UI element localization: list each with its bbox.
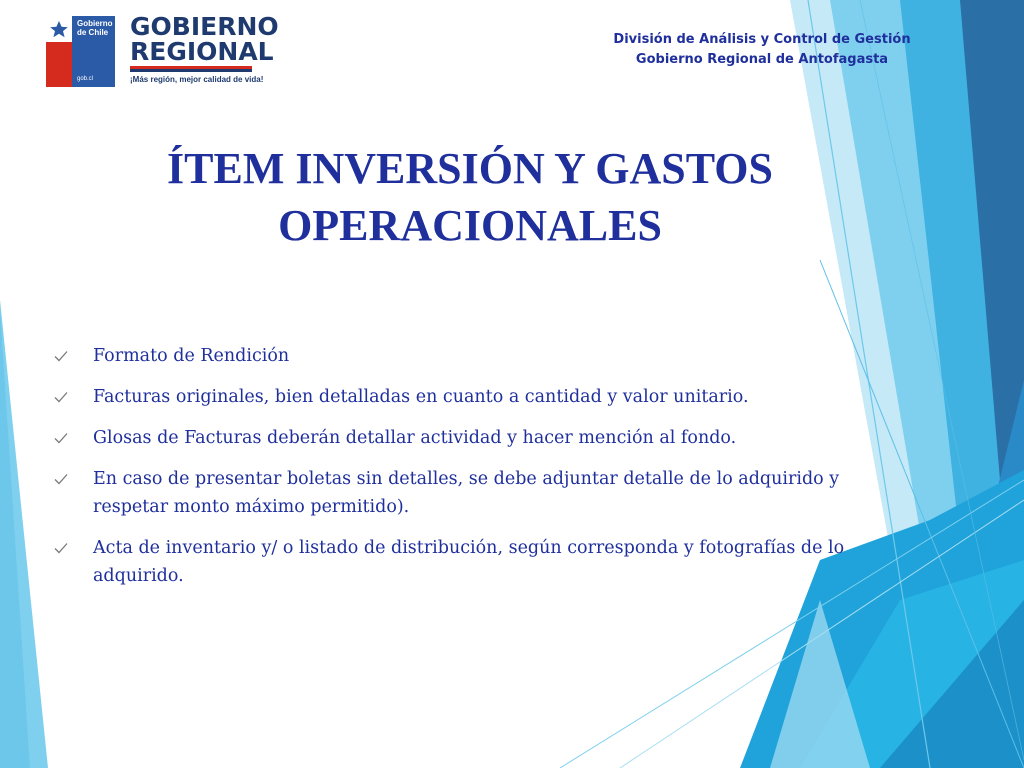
header-line1: División de Análisis y Control de Gestión [613, 32, 911, 47]
logo-gr-line2: REGIONAL [130, 37, 274, 66]
checkmark-icon [54, 432, 68, 444]
logo-chile-line1: Gobierno [77, 19, 113, 28]
bullet-text: Acta de inventario y/ o listado de distribución, según corresponda y fotografías de lo adquirido. [93, 538, 845, 586]
logo-chile-line2: de Chile [77, 28, 109, 37]
checkmark-icon [54, 473, 68, 485]
list-item [52, 465, 902, 521]
gobierno-regional-logo [130, 12, 279, 84]
bullet-text: En caso de presentar boletas sin detalles, se debe adjuntar detalle de lo adquirido y respetar monto máximo permitido). [93, 469, 840, 517]
gobierno-de-chile-text [77, 19, 113, 37]
checkmark-icon [54, 350, 68, 362]
bullet-text: Formato de Rendición [93, 346, 290, 366]
list-item [52, 534, 902, 590]
gob-cl-text: gob.cl [77, 76, 94, 82]
logo-navy-bar [130, 69, 252, 72]
logo-tagline: ¡Más región, mejor calidad de vida! [130, 75, 264, 84]
slide-title: ÍTEM INVERSIÓN Y GASTOS OPERACIONALES [167, 144, 773, 250]
list-item [52, 424, 902, 452]
checkmark-icon [54, 391, 68, 403]
logo-gr-line1: GOBIERNO [130, 12, 279, 41]
bullet-text: Glosas de Facturas deberán detallar actividad y hacer mención al fondo. [93, 428, 737, 448]
list-item [52, 342, 902, 370]
bullet-text: Facturas originales, bien detalladas en cuanto a cantidad y valor unitario. [93, 387, 749, 407]
checkmark-icon [54, 542, 68, 554]
header-division [560, 30, 964, 70]
bullet-list [52, 342, 902, 603]
header-line2: Gobierno Regional de Antofagasta [635, 52, 889, 67]
list-item [52, 383, 902, 411]
